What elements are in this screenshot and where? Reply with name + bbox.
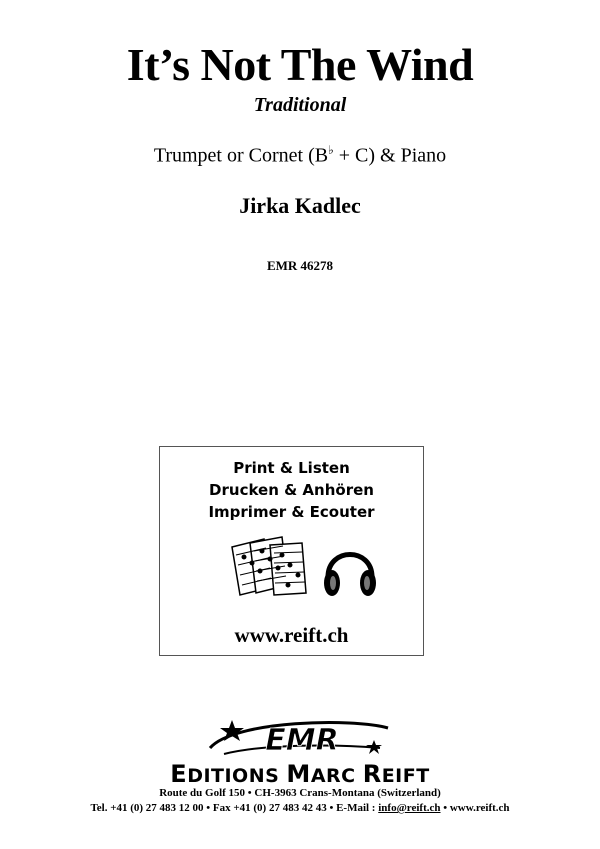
emr-logo-text: EMR xyxy=(265,723,339,758)
publisher-contact xyxy=(0,802,600,814)
instrumentation xyxy=(0,143,600,168)
publisher-name-part: DITIONS xyxy=(187,765,287,787)
instrumentation-text: Trumpet or Cornet (B xyxy=(153,144,329,167)
promo-line-french: Imprimer & Ecouter xyxy=(208,503,375,521)
headphones-icon xyxy=(320,537,380,601)
publisher-name-part: M xyxy=(286,760,311,788)
email-link[interactable]: info@reift.ch xyxy=(378,802,441,814)
catalog-number: EMR 46278 xyxy=(266,258,334,273)
flat-sign: ♭ xyxy=(328,143,334,157)
publisher-name-part: EIFT xyxy=(381,765,430,787)
promo-url-link[interactable]: www.reift.ch xyxy=(234,623,349,647)
website-link[interactable]: • www.reift.ch xyxy=(440,802,510,814)
publisher-name-part: ARC xyxy=(310,765,363,787)
composer-credit: Traditional xyxy=(253,94,347,116)
publisher-address: Route du Golf 150 • CH-3963 Crans-Montana (Switzerland) xyxy=(159,787,441,799)
print-listen-box xyxy=(159,446,424,656)
emr-logo-icon xyxy=(204,714,394,760)
promo-line-german: Drucken & Anhören xyxy=(209,481,374,499)
publisher-name-part: E xyxy=(170,760,188,788)
sheet-music-icon xyxy=(228,535,310,601)
contact-phone-fax: Tel. +41 (0) 27 483 12 00 • Fax +41 (0) 27 483 42 43 • E-Mail : xyxy=(90,802,379,814)
page-title: It’s Not The Wind xyxy=(126,39,474,90)
promo-line-english: Print & Listen xyxy=(233,459,350,477)
instrumentation-text-end: + C) & Piano xyxy=(333,144,447,167)
arranger-credit: Jirka Kadlec xyxy=(239,193,361,218)
publisher-name xyxy=(0,760,600,788)
publisher-name-part: R xyxy=(362,760,382,788)
